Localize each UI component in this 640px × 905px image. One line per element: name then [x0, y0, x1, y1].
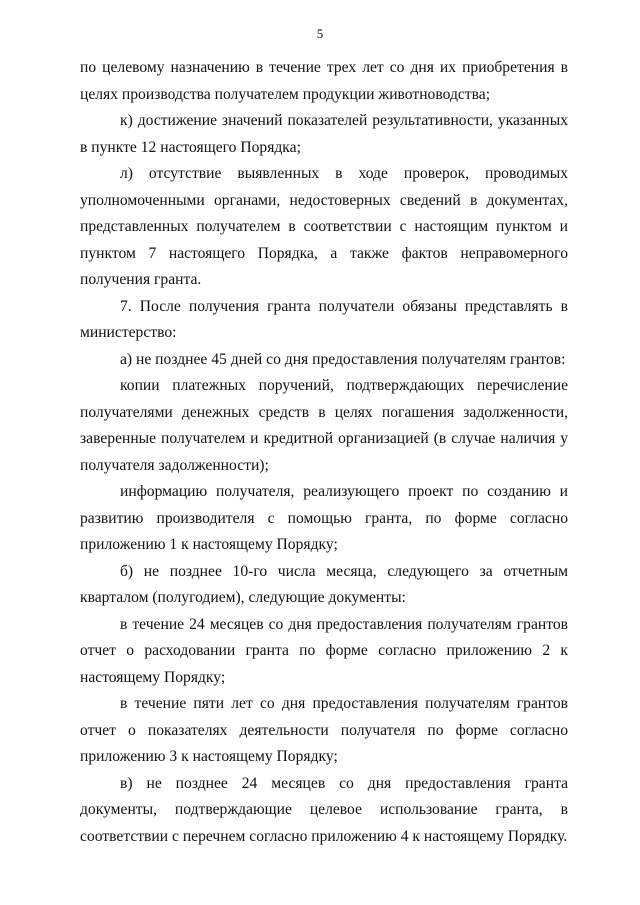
- paragraph-expense-report: в течение 24 месяцев со дня предоставления получателям грантов отчет о расходовании гранта по форме согласно приложению 2 к настоящему Порядку;: [80, 615, 568, 686]
- paragraph-item-l: л) отсутствие выявленных в ходе проверок, проводимых уполномоченными органами, недостоверных сведений в документах, представленных получателем в соответствии с настоящим пунктом и пунктом 7 настоящего Порядка, а также фактов неправомерного получения гранта.: [80, 165, 568, 288]
- paragraph-activity-report: в течение пяти лет со дня предоставления получателям грантов отчет о показателях деятельности получателя по форме согласно приложению 3 к настоящему Порядку;: [80, 695, 568, 765]
- paragraph-item-b: б) не позднее 10-го числа месяца, следующего за отчетным кварталом (полугодием), следующие документы:: [80, 562, 568, 606]
- paragraph-payment-copies: копии платежных поручений, подтверждающих перечисление получателями денежных средств в целях погашения задолженности, заверенные получателем и кредитной организацией (в случае наличия у получателя задолженности);: [80, 377, 568, 474]
- paragraph-item-v: в) не позднее 24 месяцев со дня предоставления гранта документы, подтверждающие целевое использование гранта, в соответствии с перечнем согласно приложению 4 к настоящему Порядку.: [80, 774, 568, 845]
- paragraph-recipient-info: информацию получателя, реализующего проект по созданию и развитию производителя с помощью гранта, по форме согласно приложению 1 к настоящему Порядку;: [80, 483, 568, 553]
- paragraph-section-7: 7. После получения гранта получатели обязаны представлять в министерство:: [80, 297, 568, 341]
- page-number: 5: [316, 26, 324, 41]
- paragraph-continuation: по целевому назначению в течение трех лет со дня их приобретения в целях производства получателем продукции животноводства;: [80, 59, 568, 103]
- paragraph-item-a: а) не позднее 45 дней со дня предоставления получателям грантов:: [120, 350, 566, 368]
- paragraph-item-k: к) достижение значений показателей результативности, указанных в пункте 12 настоящего Порядка;: [80, 112, 568, 156]
- document-body: [80, 55, 568, 850]
